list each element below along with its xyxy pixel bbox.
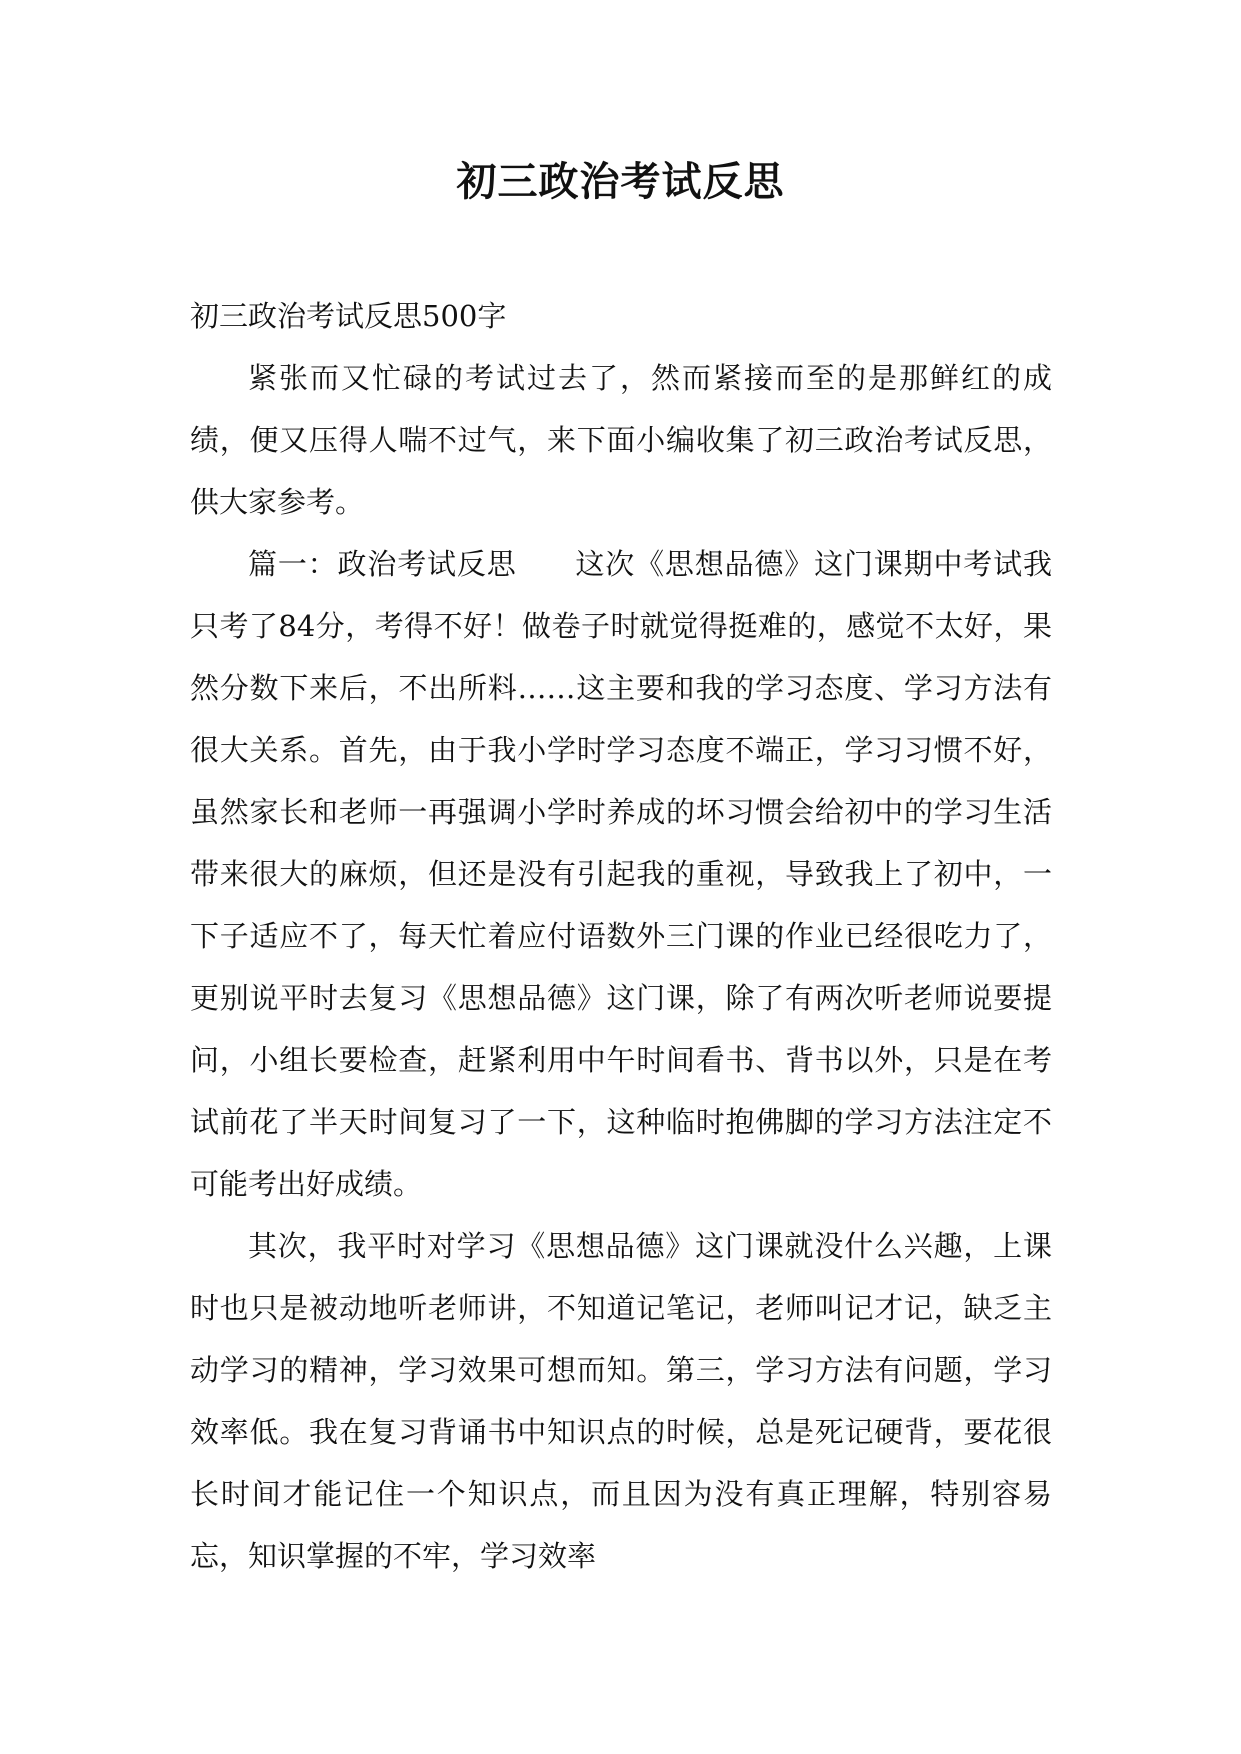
document-subtitle: 初三政治考试反思500字 xyxy=(190,299,507,333)
intro-paragraph: 紧张而又忙碌的考试过去了，然而紧接而至的是那鲜红的成绩，便又压得人喘不过气，来下面小编收集了初三政治考试反思，供大家参考。 xyxy=(190,361,1052,519)
section-one-text: 这次《思想品德》这门课期中考试我只考了84分，考得不好！做卷子时就觉得挺难的，感觉不太好，果然分数下来后，不出所料……这主要和我的学习态度、学习方法有很大关系。首先，由于我小学时学习态度不端正，学习习惯不好，虽然家长和老师一再强调小学时养成的坏习惯会给初中的学习生活带来很大的麻烦，但还是没有引起我的重视，导致我上了初中，一下子适应不了，每天忙着应付语数外三门课的作业已经很吃力了，更别说平时去复习《思想品德》这门课，除了有两次听老师说要提问，小组长要检查，赶紧利用中午时间看书、背书以外，只是在考试前花了半天时间复习了一下，这种临时抱佛脚的学习方法注定不可能考出好成绩。 xyxy=(190,547,1052,1201)
document-title: 初三政治考试反思 xyxy=(456,158,785,205)
section-one-heading: 篇一：政治考试反思 xyxy=(248,547,517,581)
document-body xyxy=(190,285,1052,1587)
second-paragraph: 其次，我平时对学习《思想品德》这门课就没什么兴趣，上课时也只是被动地听老师讲，不知道记笔记，老师叫记才记，缺乏主动学习的精神，学习效果可想而知。第三，学习方法有问题，学习效率低。我在复习背诵书中知识点的时候，总是死记硬背，要花很长时间才能记住一个知识点，而且因为没有真正理解，特别容易忘，知识掌握的不牢，学习效率 xyxy=(190,1229,1052,1573)
section-one-paragraph xyxy=(190,533,1052,1215)
